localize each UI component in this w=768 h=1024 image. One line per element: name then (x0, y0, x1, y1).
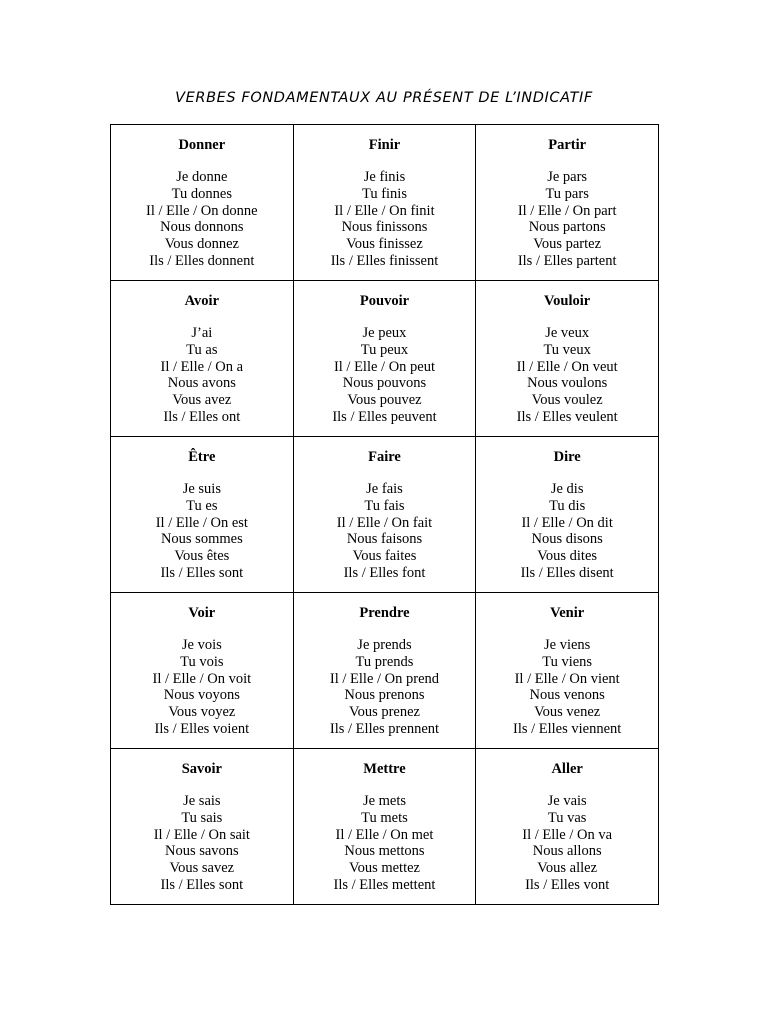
verb-name: Prendre (359, 605, 410, 621)
form-nous: Nous prenons (344, 687, 425, 704)
table-row (111, 437, 659, 593)
table-row (111, 125, 659, 281)
form-ils: Ils / Elles vont (525, 876, 610, 893)
form-je: Je sais (183, 793, 221, 809)
form-tu: Tu vas (547, 809, 587, 826)
verb-cell-content (476, 593, 658, 738)
verb-name: Venir (550, 605, 585, 621)
verb-name: Être (188, 449, 216, 465)
verb-name: Donner (178, 137, 226, 153)
verb-name: Mettre (363, 761, 406, 777)
form-ils: Ils / Elles disent (520, 564, 614, 581)
verb-cell-content (111, 281, 293, 426)
verb-cell (293, 437, 476, 593)
form-il: Il / Elle / On va (522, 826, 613, 843)
form-il: Il / Elle / On est (155, 514, 248, 531)
form-tu: Tu vois (180, 653, 224, 670)
verb-cell-content (111, 593, 293, 738)
verb-cell (111, 125, 294, 281)
form-vous: Vous savez (169, 860, 235, 877)
form-je: Je pars (547, 169, 588, 185)
form-nous: Nous mettons (344, 843, 425, 860)
form-nous: Nous avons (167, 375, 236, 392)
verb-cell (293, 125, 476, 281)
table-row (111, 593, 659, 749)
form-ils: Ils / Elles partent (517, 252, 617, 269)
table-row (111, 281, 659, 437)
verb-name: Voir (188, 605, 216, 621)
verb-cell-content (111, 749, 293, 894)
form-il: Il / Elle / On veut (516, 358, 618, 375)
page-title: VERBES FONDAMENTAUX AU PRÉSENT DE L’INDICATIF (175, 90, 593, 106)
form-je: Je vois (181, 637, 222, 653)
verb-cell (293, 593, 476, 749)
verb-cell (476, 125, 659, 281)
form-je: Je suis (182, 481, 221, 497)
form-ils: Ils / Elles sont (160, 876, 244, 893)
form-ils: Ils / Elles viennent (512, 720, 622, 737)
form-il: Il / Elle / On voit (152, 670, 252, 687)
form-il: Il / Elle / On part (517, 202, 617, 219)
verb-cell-content (476, 281, 658, 426)
form-nous: Nous voyons (163, 687, 240, 704)
form-je: J’ai (191, 325, 213, 341)
form-tu: Tu as (186, 341, 218, 358)
form-il: Il / Elle / On prend (329, 670, 440, 687)
form-vous: Vous êtes (174, 548, 230, 565)
form-ils: Ils / Elles font (343, 564, 426, 581)
verb-name: Savoir (181, 761, 222, 777)
form-nous: Nous finissons (341, 219, 428, 236)
form-je: Je peux (362, 325, 407, 341)
verb-cell (111, 281, 294, 437)
verb-cell-content (294, 749, 476, 894)
verb-cell-content (294, 593, 476, 738)
form-je: Je fais (366, 481, 403, 497)
form-tu: Tu sais (181, 809, 223, 826)
verb-name: Partir (548, 137, 587, 153)
form-je: Je veux (545, 325, 590, 341)
form-il: Il / Elle / On vient (514, 670, 620, 687)
form-vous: Vous venez (534, 704, 601, 721)
form-vous: Vous donnez (164, 236, 239, 253)
form-tu: Tu dis (549, 497, 586, 514)
form-vous: Vous partez (533, 236, 602, 253)
form-tu: Tu pars (545, 185, 589, 202)
form-tu: Tu veux (543, 341, 591, 358)
form-nous: Nous faisons (346, 531, 423, 548)
form-ils: Ils / Elles voient (154, 720, 250, 737)
verb-cell-content (111, 437, 293, 582)
verb-cell-content (111, 125, 293, 270)
verb-cell-content (476, 437, 658, 582)
verb-cell (476, 281, 659, 437)
verb-cell (476, 593, 659, 749)
form-nous: Nous savons (164, 843, 239, 860)
verb-conjugation-table (110, 124, 659, 905)
form-vous: Vous finissez (346, 236, 423, 253)
table-row (111, 749, 659, 905)
form-ils: Ils / Elles mettent (333, 876, 436, 893)
form-je: Je mets (362, 793, 407, 809)
verb-name: Aller (551, 761, 583, 777)
form-tu: Tu finis (361, 185, 407, 202)
verb-cell (111, 437, 294, 593)
form-il: Il / Elle / On met (335, 826, 434, 843)
verb-cell (476, 437, 659, 593)
verb-name: Vouloir (544, 293, 591, 309)
verb-name: Finir (368, 137, 401, 153)
form-ils: Ils / Elles donnent (149, 252, 255, 269)
form-il: Il / Elle / On peut (333, 358, 436, 375)
form-tu: Tu donnes (171, 185, 232, 202)
form-tu: Tu prends (355, 653, 414, 670)
form-ils: Ils / Elles prennent (329, 720, 440, 737)
verb-cell-content (476, 125, 658, 270)
verb-cell (293, 281, 476, 437)
form-nous: Nous sommes (160, 531, 243, 548)
verb-cell-content (476, 749, 658, 894)
form-je: Je finis (363, 169, 406, 185)
verb-cell (111, 593, 294, 749)
verb-cell (111, 749, 294, 905)
form-vous: Vous mettez (348, 860, 420, 877)
form-je: Je prends (357, 637, 412, 653)
form-je: Je donne (176, 169, 228, 185)
form-vous: Vous allez (537, 860, 598, 877)
form-nous: Nous disons (531, 531, 603, 548)
form-il: Il / Elle / On donne (146, 202, 258, 219)
form-vous: Vous avez (172, 392, 232, 409)
form-tu: Tu es (186, 497, 218, 514)
form-il: Il / Elle / On fait (336, 514, 433, 531)
form-il: Il / Elle / On a (160, 358, 244, 375)
verb-cell-content (294, 125, 476, 270)
form-tu: Tu mets (361, 809, 408, 826)
form-nous: Nous allons (532, 843, 602, 860)
form-il: Il / Elle / On dit (521, 514, 613, 531)
form-nous: Nous partons (528, 219, 606, 236)
verb-cell-content (294, 281, 476, 426)
form-ils: Ils / Elles ont (163, 408, 241, 425)
form-ils: Ils / Elles sont (160, 564, 244, 581)
form-il: Il / Elle / On finit (334, 202, 435, 219)
form-nous: Nous donnons (160, 219, 244, 236)
form-vous: Vous pouvez (347, 392, 422, 409)
form-vous: Vous faites (352, 548, 417, 565)
verb-cell (476, 749, 659, 905)
form-il: Il / Elle / On sait (153, 826, 250, 843)
verb-name: Avoir (184, 293, 220, 309)
form-vous: Vous dites (537, 548, 598, 565)
form-vous: Vous voulez (531, 392, 603, 409)
form-vous: Vous prenez (348, 704, 420, 721)
verb-cell-content (294, 437, 476, 582)
form-nous: Nous voulons (527, 375, 608, 392)
verb-name: Faire (368, 449, 401, 465)
form-nous: Nous pouvons (342, 375, 427, 392)
form-tu: Tu fais (364, 497, 405, 514)
form-ils: Ils / Elles finissent (330, 252, 439, 269)
form-je: Je vais (547, 793, 587, 809)
form-ils: Ils / Elles veulent (516, 408, 618, 425)
form-vous: Vous voyez (168, 704, 236, 721)
form-ils: Ils / Elles peuvent (332, 408, 437, 425)
verb-cell (293, 749, 476, 905)
form-tu: Tu viens (542, 653, 593, 670)
verb-name: Pouvoir (359, 293, 410, 309)
form-tu: Tu peux (360, 341, 409, 358)
form-je: Je dis (550, 481, 584, 497)
form-nous: Nous venons (529, 687, 605, 704)
verb-name: Dire (553, 449, 581, 465)
form-je: Je viens (544, 637, 591, 653)
